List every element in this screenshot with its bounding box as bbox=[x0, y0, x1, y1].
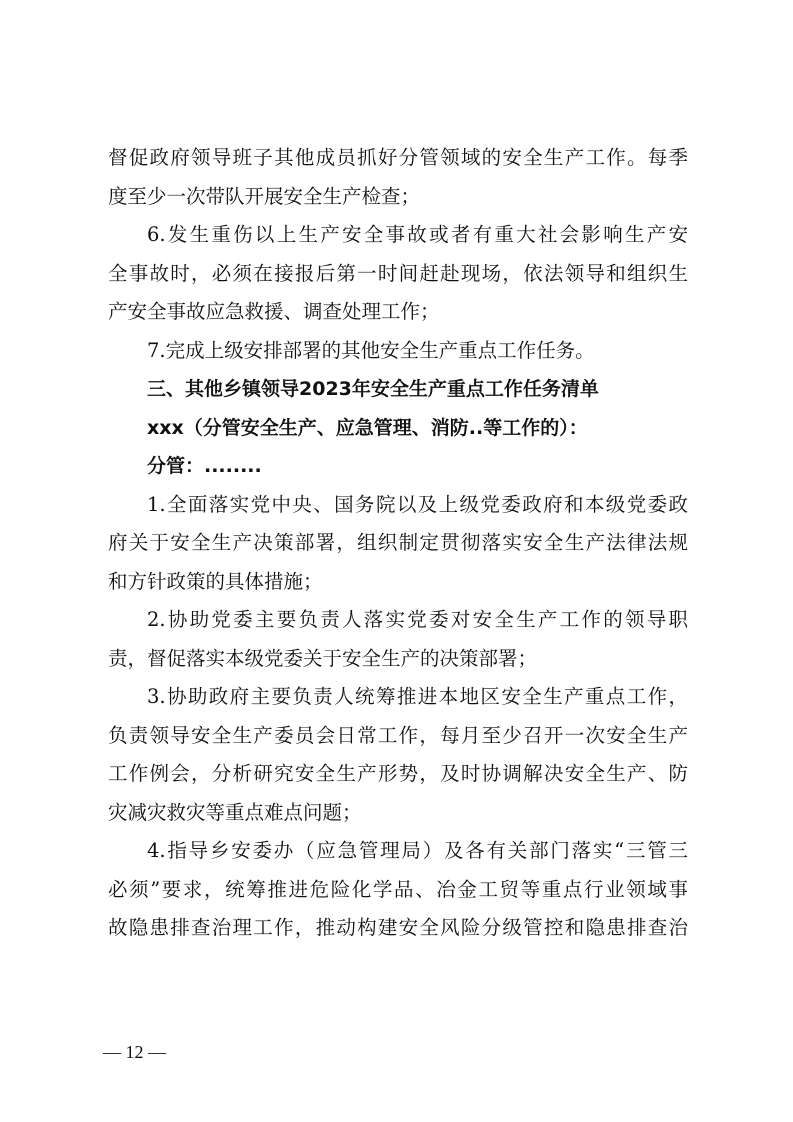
paragraph-line: 责，督促落实本级党委关于安全生产的决策部署； bbox=[108, 646, 538, 670]
paragraph-line: 工作例会，分析研究安全生产形势，及时协调解决安全生产、防 bbox=[108, 762, 688, 785]
subsection-heading: xxx（分管安全生产、应急管理、消防..等工作的）： bbox=[147, 416, 588, 439]
paragraph-line: 产安全事故应急救援、调查处理工作； bbox=[108, 300, 440, 323]
document-body bbox=[108, 139, 688, 948]
paragraph-line: 府关于安全生产决策部署，组织制定贯彻落实安全生产法律法规 bbox=[108, 531, 688, 554]
paragraph-line: 全事故时，必须在接报后第一时间赶赴现场，依法领导和组织生 bbox=[108, 261, 688, 285]
paragraph-line: 灾减灾救灾等重点难点问题； bbox=[108, 800, 362, 824]
paragraph-line: 和方针政策的具体措施； bbox=[108, 569, 323, 593]
paragraph-line: 7.完成上级安排部署的其他安全生产重点工作任务。 bbox=[147, 338, 595, 362]
paragraph-line: 必须”要求，统筹推进危险化学品、冶金工贸等重点行业领域事 bbox=[108, 877, 688, 901]
paragraph-line: 负责领导安全生产委员会日常工作，每月至少召开一次安全生产 bbox=[108, 723, 688, 747]
paragraph-line: 2.协助党委主要负责人落实党委对安全生产工作的领导职 bbox=[147, 608, 688, 631]
paragraph-line: 1.全面落实党中央、国务院以及上级党委政府和本级党委政 bbox=[147, 492, 688, 516]
page-number: — 12 — bbox=[103, 1042, 166, 1062]
paragraph-line: 故隐患排查治理工作，推动构建安全风险分级管控和隐患排查治 bbox=[108, 916, 688, 939]
paragraph-line: 6.发生重伤以上生产安全事故或者有重大社会影响生产安 bbox=[147, 223, 688, 246]
paragraph-line: 4.指导乡安委办（应急管理局）及各有关部门落实“三管三 bbox=[147, 839, 688, 862]
paragraph-line: 度至少一次带队开展安全生产检查； bbox=[108, 184, 421, 208]
paragraph-line: 督促政府领导班子其他成员抓好分管领域的安全生产工作。每季 bbox=[108, 146, 688, 169]
responsibility-heading: 分管：........ bbox=[147, 455, 262, 477]
section-heading: 三、其他乡镇领导2023年安全生产重点工作任务清单 bbox=[147, 378, 599, 400]
paragraph-line: 3.协助政府主要负责人统筹推进本地区安全生产重点工作， bbox=[147, 685, 688, 708]
